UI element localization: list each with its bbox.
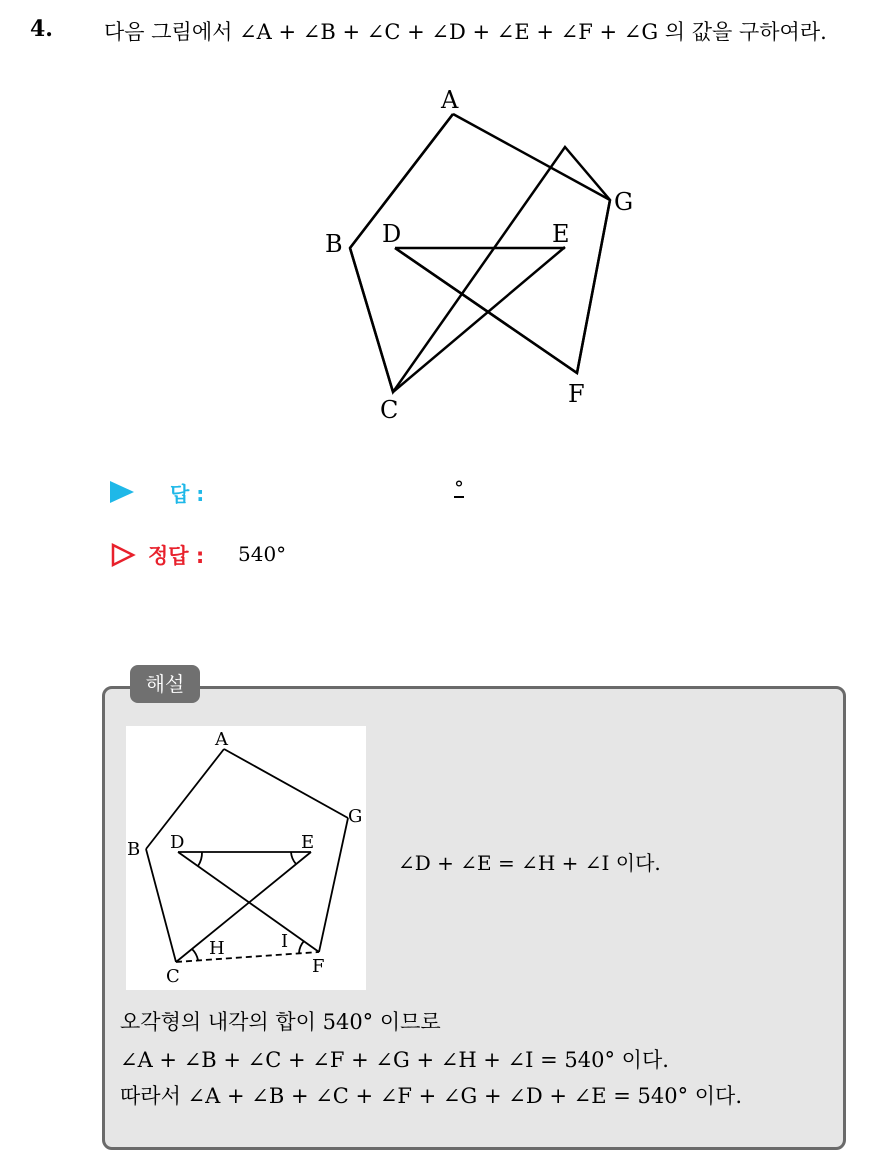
answer-input[interactable]: ° <box>454 476 464 500</box>
angle-i-arc <box>299 941 304 953</box>
explanation-figure <box>126 726 366 990</box>
label-a: A <box>215 729 228 750</box>
figure-outer-path <box>350 114 610 392</box>
correct-answer-label: 정답 : <box>148 544 205 568</box>
segment-ba <box>350 114 453 248</box>
answer-label: 답 : <box>170 482 205 506</box>
label-f: F <box>312 956 325 977</box>
label-d: D <box>382 220 402 248</box>
label-c: C <box>166 966 180 987</box>
figure-lines <box>350 114 610 392</box>
label-c: C <box>380 396 399 424</box>
segment-df <box>178 852 319 952</box>
question-number: 4. <box>30 16 53 42</box>
angle-d-arc <box>198 852 202 866</box>
explanation-tab: 해설 <box>130 665 200 703</box>
label-b: B <box>127 839 141 860</box>
label-g: G <box>348 806 363 827</box>
outline-triangle-icon <box>110 542 136 568</box>
explanation-line: ∠A + ∠B + ∠C + ∠F + ∠G + ∠H + ∠I = 540° 이다. <box>120 1048 669 1072</box>
explanation-line: 오각형의 내각의 합이 540° 이므로 <box>120 1010 441 1034</box>
segment-ag <box>224 749 348 818</box>
explanation-equation: ∠D + ∠E = ∠H + ∠I 이다. <box>398 851 661 875</box>
label-a: A <box>441 86 459 114</box>
label-d: D <box>170 832 185 853</box>
label-b: B <box>325 230 343 258</box>
label-i: I <box>281 931 289 952</box>
segment-ce <box>176 852 311 962</box>
segment-df <box>395 248 577 373</box>
question-text: 다음 그림에서 ∠A + ∠B + ∠C + ∠D + ∠E + ∠F + ∠G 의 값을 구하여라. <box>104 20 827 44</box>
segment-bc <box>350 248 393 392</box>
label-f: F <box>568 380 585 408</box>
explanation-line: 따라서 ∠A + ∠B + ∠C + ∠F + ∠G + ∠D + ∠E = 540° 이다. <box>120 1084 743 1108</box>
play-triangle-icon <box>110 481 134 503</box>
label-e: E <box>301 832 315 853</box>
segment-gf <box>577 200 610 373</box>
segment-bc <box>146 849 176 962</box>
geometry-figure <box>300 80 660 430</box>
segment-gf <box>319 818 348 952</box>
angle-h-arc <box>192 949 198 960</box>
angle-e-arc <box>291 852 296 864</box>
label-g: G <box>614 188 634 216</box>
segment-ag <box>453 114 610 200</box>
label-e: E <box>552 220 570 248</box>
label-h: H <box>209 938 225 959</box>
segment-ab <box>146 749 224 849</box>
correct-answer-value: 540° <box>238 542 287 566</box>
